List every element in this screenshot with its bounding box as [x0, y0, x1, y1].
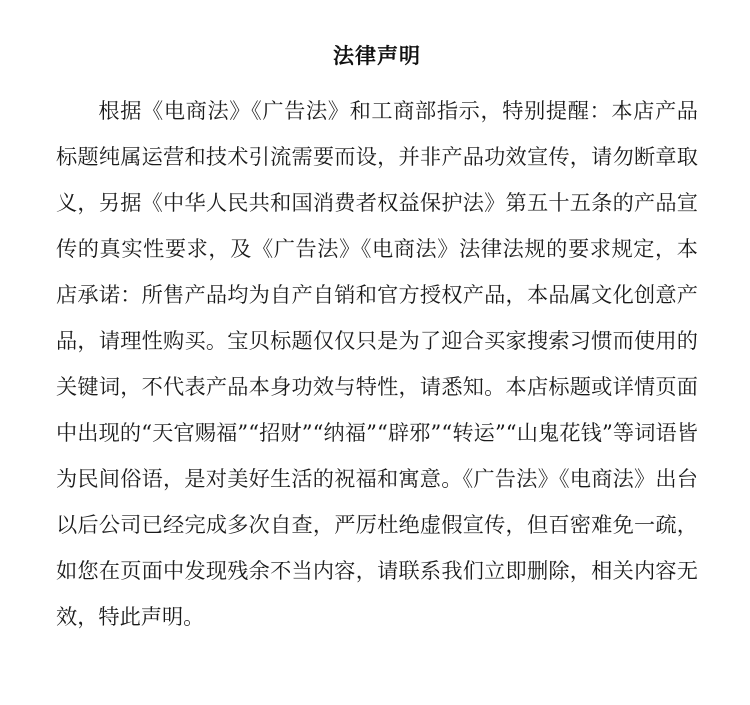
page-title: 法律声明	[333, 43, 421, 68]
legal-notice	[56, 38, 698, 640]
notice-paragraph: 根据《电商法》《广告法》和工商部指示，特别提醒：本店产品标题纯属运营和技术引流需要而设，并非产品功效宣传，请勿断章取义，另据《中华人民共和国消费者权益保护法》第五十五条的产品宣传的真实性要求，及《广告法》《电商法》法律法规的要求规定，本店承诺：所售产品均为自产自销和官方授权产品，本品属文化创意产品，请理性购买。宝贝标题仅仅只是为了迎合买家搜索习惯而使用的关键词，不代表产品本身功效与特性，请悉知。本店标题或详情页面中出现的“天官赐福”“招财”“纳福”“辟邪”“转运”“山鬼花钱”等词语皆为民间俗语，是对美好生活的祝福和寓意。《广告法》《电商法》出台以后公司已经完成多次自查，严厉杜绝虚假宣传，但百密难免一疏，如您在页面中发现残余不当内容，请联系我们立即删除，相关内容无效，特此声明。	[56, 98, 698, 629]
